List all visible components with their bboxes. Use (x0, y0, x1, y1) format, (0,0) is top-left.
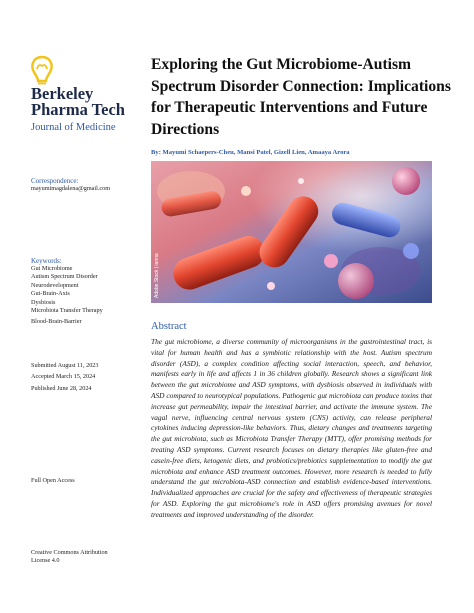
microbiome-illustration (151, 161, 432, 303)
image-credit-text: Adobe Stock | ianna (154, 253, 160, 298)
article-authors: By: Mayumi Schaepers-Cheu, Mansi Patel, Gizell Lien, Amaaya Arora (151, 149, 350, 156)
journal-brand (31, 86, 141, 133)
keyword-item: Neurodevelopment (31, 281, 79, 289)
keyword-item: Blood-Brain-Barrier (31, 318, 82, 326)
license-block (31, 549, 143, 566)
dates-block (31, 362, 143, 396)
journal-logo-icon (29, 55, 55, 85)
journal-name-line1: Berkeley (31, 84, 94, 103)
journal-name-line2: Pharma Tech (31, 100, 125, 119)
abstract-text: The gut microbiome, a diverse community of microorganisms in the gastrointestinal tract, is vital for human health and has a symbiotic relationship with the host. Autism spectrum disorder (ASD), a complex condition affecting social interaction, speech, and behavior, manifests early in life and affects 1 in 36 children globally. Research shows a significant link between the gut microbiome and ASD symptoms, with dysbiosis observed in individuals with ASD compared to neurotypical populations. Pathogenic gut microbiota can produce toxins that increase gut permeability, impair the intestinal barrier, and activate the immune system. The vagal nerve, influencing central nervous system (CNS) activity, can release peripheral cytokines inducing depression-like behaviors. Thus, dietary changes and treatments targeting the gut microbiota, such as Microbiota Transfer Therapy (MTT), offer promising methods for treating ASD symptoms. Current research focuses on dietary therapies like gluten-free and casein-free diets, ketogenic diets, and probiotics/prebiotics supplementation to modify the gut microbiota and enhance ASD treatment outcomes. However, more research is needed to fully understand the gut microbiota-ASD connection and establish evidence-based interventions. Individualized approaches are crucial for the safety and effectiveness of therapeutic strategies for ASD. Exploring the gut microbiome's role in ASD offers promising avenues for novel treatments and improved understanding of the disorder. (151, 337, 432, 519)
keyword-item: Gut Microbiome (31, 265, 73, 272)
submitted-date: Submitted August 11, 2023 (31, 362, 99, 369)
accepted-date: Accepted March 15, 2024 (31, 373, 96, 381)
keywords-label: Keywords: (31, 257, 62, 265)
abstract-heading: Abstract (151, 321, 187, 332)
license-line2: License 4.0 (31, 557, 60, 565)
published-date: Published June 28, 2024 (31, 384, 92, 392)
correspondence-email[interactable]: mayumimagdalena@gmail.com (31, 185, 111, 192)
keywords-block (31, 257, 143, 327)
correspondence-label: Correspondence: (31, 177, 79, 185)
journal-subtitle: Journal of Medicine (31, 122, 116, 133)
article-title: Exploring the Gut Microbiome-Autism Spectrum Disorder Connection: Implications for Therapeutic Interventions and Future Directions (151, 56, 451, 138)
open-access-label: Full Open Access (31, 477, 75, 484)
keyword-item: Dysbiosis (31, 298, 56, 306)
keyword-item: Gut-Brain-Axis (31, 290, 70, 298)
keywords-list (31, 265, 143, 327)
license-line1: Creative Commons Attribution (31, 549, 108, 556)
keyword-item: Microbiota Transfer Therapy (31, 307, 103, 315)
image-credit (152, 230, 160, 300)
keyword-item: Autism Spectrum Disorder (31, 273, 98, 281)
correspondence-block (31, 177, 141, 193)
